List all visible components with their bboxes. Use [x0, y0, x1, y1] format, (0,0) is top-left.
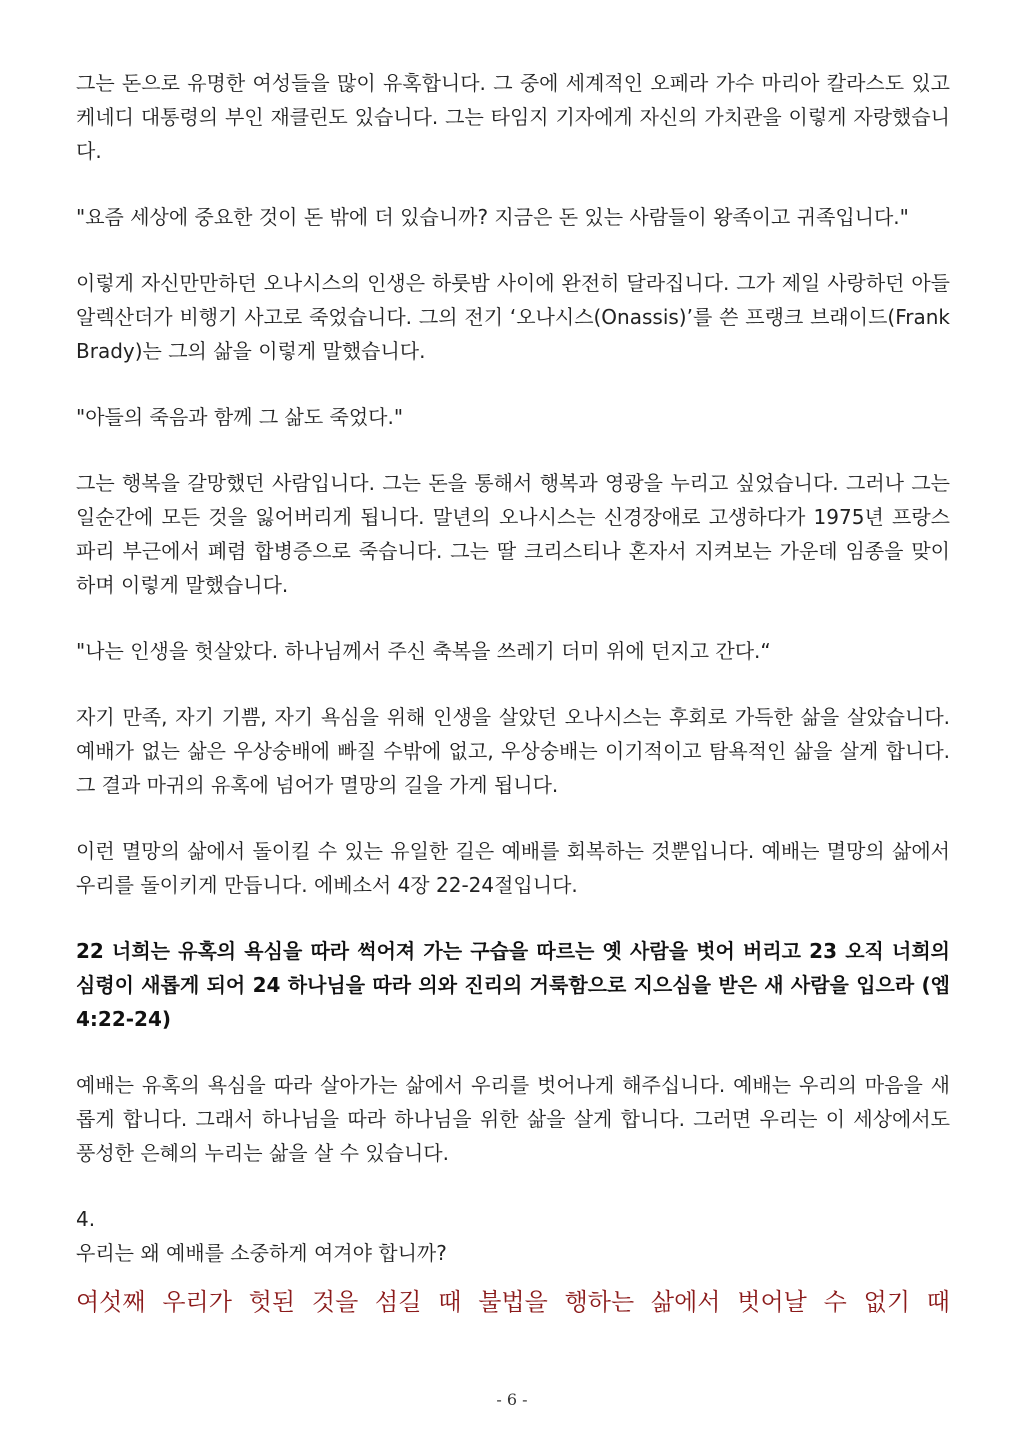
- section-number: 4.: [76, 1207, 96, 1231]
- paragraph: 이런 멸망의 삶에서 돌이킬 수 있는 유일한 길은 예배를 회복하는 것뿐입니다. 예배는 멸망의 삶에서 우리를 돌이키게 만듭니다. 에베소서 4장 22-24절입니다.: [76, 839, 950, 897]
- paragraph: 그는 행복을 갈망했던 사람입니다. 그는 돈을 통해서 행복과 영광을 누리고 싶었습니다. 그러나 그는 일순간에 모든 것을 잃어버리게 됩니다. 말년의 오나시스는 신경장애로 고생하다가 1975년 프랑스 파리 부근에서 폐렴 합병증으로 죽습니다. 그는 딸 크리스티나 혼자서 지켜보는 가운데 임종을 맞이하며 이렇게 말했습니다.: [76, 471, 950, 597]
- paragraph: 그는 돈으로 유명한 여성들을 많이 유혹합니다. 그 중에 세계적인 오페라 가수 마리아 칼라스도 있고 케네디 대통령의 부인 재클린도 있습니다. 그는 타임지 기자에게 자신의 가치관을 이렇게 자랑했습니다.: [76, 71, 950, 163]
- page-number: - 6 -: [496, 1390, 528, 1409]
- section-block: [76, 1202, 950, 1270]
- quote-paragraph: "나는 인생을 헛살았다. 하나님께서 주신 축복을 쓰레기 더미 위에 던지고 간다.“: [76, 639, 771, 663]
- scripture-quote: 22 너희는 유혹의 욕심을 따라 썩어져 가는 구습을 따르는 옛 사람을 벗어 버리고 23 오직 너희의 심령이 새롭게 되어 24 하나님을 따라 의와 진리의 거룩함으로 지으심을 받은 새 사람을 입으라 (엡 4:22-24): [76, 939, 950, 1031]
- paragraph: 이렇게 자신만만하던 오나시스의 인생은 하룻밤 사이에 완전히 달라집니다. 그가 제일 사랑하던 아들 알렉산더가 비행기 사고로 죽었습니다. 그의 전기 ‘오나시스(Onassis)’를 쓴 프랭크 브래이드(Frank Brady)는 그의 삶을 이렇게 말했습니다.: [76, 271, 950, 363]
- quote-paragraph: "요즘 세상에 중요한 것이 돈 밖에 더 있습니까? 지금은 돈 있는 사람들이 왕족이고 귀족입니다.": [76, 205, 909, 229]
- quote-paragraph: "아들의 죽음과 함께 그 삶도 죽었다.": [76, 405, 404, 429]
- section-heading: 여섯째 우리가 헛된 것을 섬길 때 불법을 행하는 삶에서 벗어날 수 없기 때: [76, 1288, 950, 1316]
- paragraph: 예배는 유혹의 욕심을 따라 살아가는 삶에서 우리를 벗어나게 해주십니다. 예배는 우리의 마음을 새롭게 합니다. 그래서 하나님을 따라 하나님을 위한 삶을 살게 합니다. 그러면 우리는 이 세상에서도 풍성한 은혜의 누리는 삶을 살 수 있습니다.: [76, 1073, 950, 1165]
- section-question: 우리는 왜 예배를 소중하게 여겨야 합니까?: [76, 1241, 447, 1265]
- paragraph: 자기 만족, 자기 기쁨, 자기 욕심을 위해 인생을 살았던 오나시스는 후회로 가득한 삶을 살았습니다. 예배가 없는 삶은 우상숭배에 빠질 수밖에 없고, 우상숭배는 이기적이고 탐욕적인 삶을 살게 합니다. 그 결과 마귀의 유혹에 넘어가 멸망의 길을 가게 됩니다.: [76, 705, 950, 797]
- document-page: [76, 66, 950, 1322]
